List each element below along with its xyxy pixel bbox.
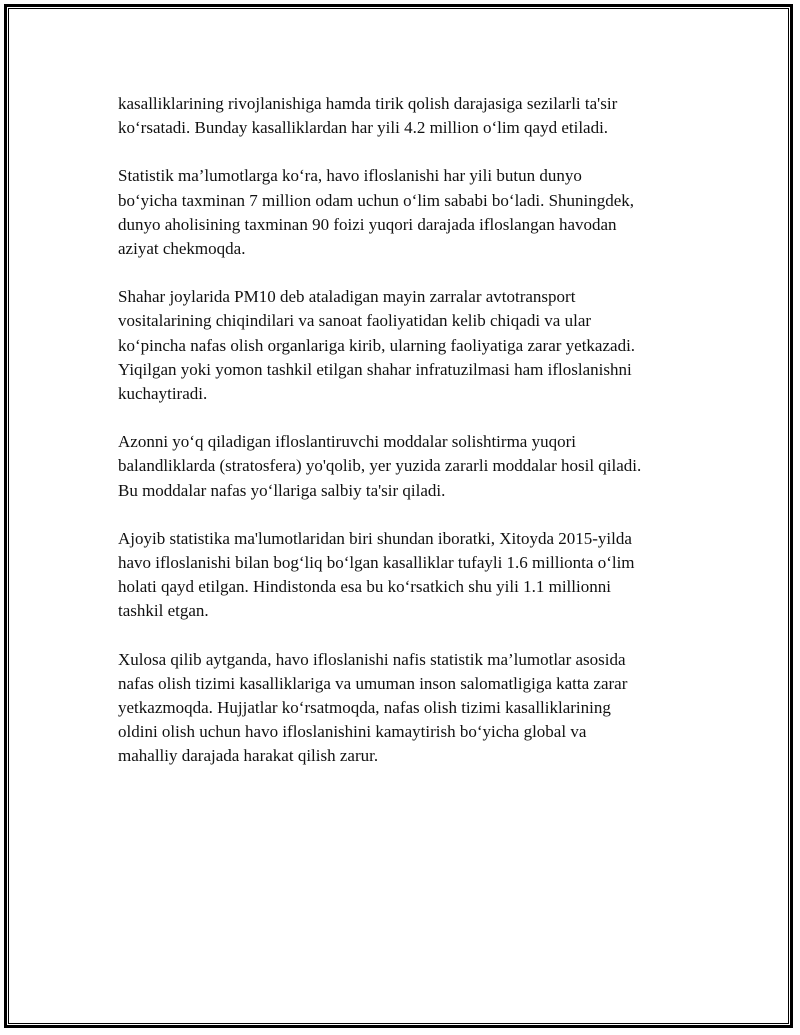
paragraph-2: Statistik ma’lumotlarga ko‘ra, havo ifloslanishi har yili butun dunyo bo‘yicha taxminan 7 million odam uchun o‘lim sababi bo‘ladi. Shuningdek, dunyo aholisining taxminan 90 foizi yuqori darajada ifloslangan havodan aziyat chekmoqda. [118, 166, 635, 259]
paragraph-1: kasalliklarining rivojlanishiga hamda tirik qolish darajasiga sezilarli ta'sir ko‘rsatadi. Bunday kasalliklardan har yili 4.2 million o‘lim qayd etiladi. [118, 94, 618, 138]
paragraph-3: Shahar joylarida PM10 deb ataladigan mayin zarralar avtotransport vositalarining chiqindilari va sanoat faoliyatidan kelib chiqadi va ular ko‘pincha nafas olish organlariga kirib, ularning faoliyatiga zarar yetkazadi. Yiqilgan yoki yomon tashkil etilgan shahar infratuzilmasi ham ifloslanishni kuchaytiradi. [118, 287, 636, 404]
paragraph-5: Ajoyib statistika ma'lumotlaridan biri shundan iboratki, Xitoyda 2015-yilda havo ifloslanishi bilan bog‘liq bo‘lgan kasalliklar tufayli 1.6 millionta o‘lim holati qayd etilgan. Hindistonda esa bu ko‘rsatkich shu yili 1.1 millionni tashkil etgan. [118, 528, 635, 621]
paragraph-4: Azonni yo‘q qiladigan ifloslantiruvchi moddalar solishtirma yuqori balandliklarda (stratosfera) yo'qolib, yer yuzida zararli moddalar hosil qiladi. Bu moddalar nafas yo‘llariga salbiy ta'sir qiladi. [118, 432, 642, 500]
paragraph-6: Xulosa qilib aytganda, havo ifloslanishi nafis statistik ma’lumotlar asosida nafas olish tizimi kasalliklariga va umuman inson salomatligiga katta zarar yetkazmoqda. Hujjatlar ko‘rsatmoqda, nafas olish tizimi kasalliklarining oldini olish uchun havo ifloslanishini kamaytirish bo‘yicha global va mahalliy darajada harakat qilish zarur. [118, 649, 628, 766]
document-body [118, 92, 686, 793]
